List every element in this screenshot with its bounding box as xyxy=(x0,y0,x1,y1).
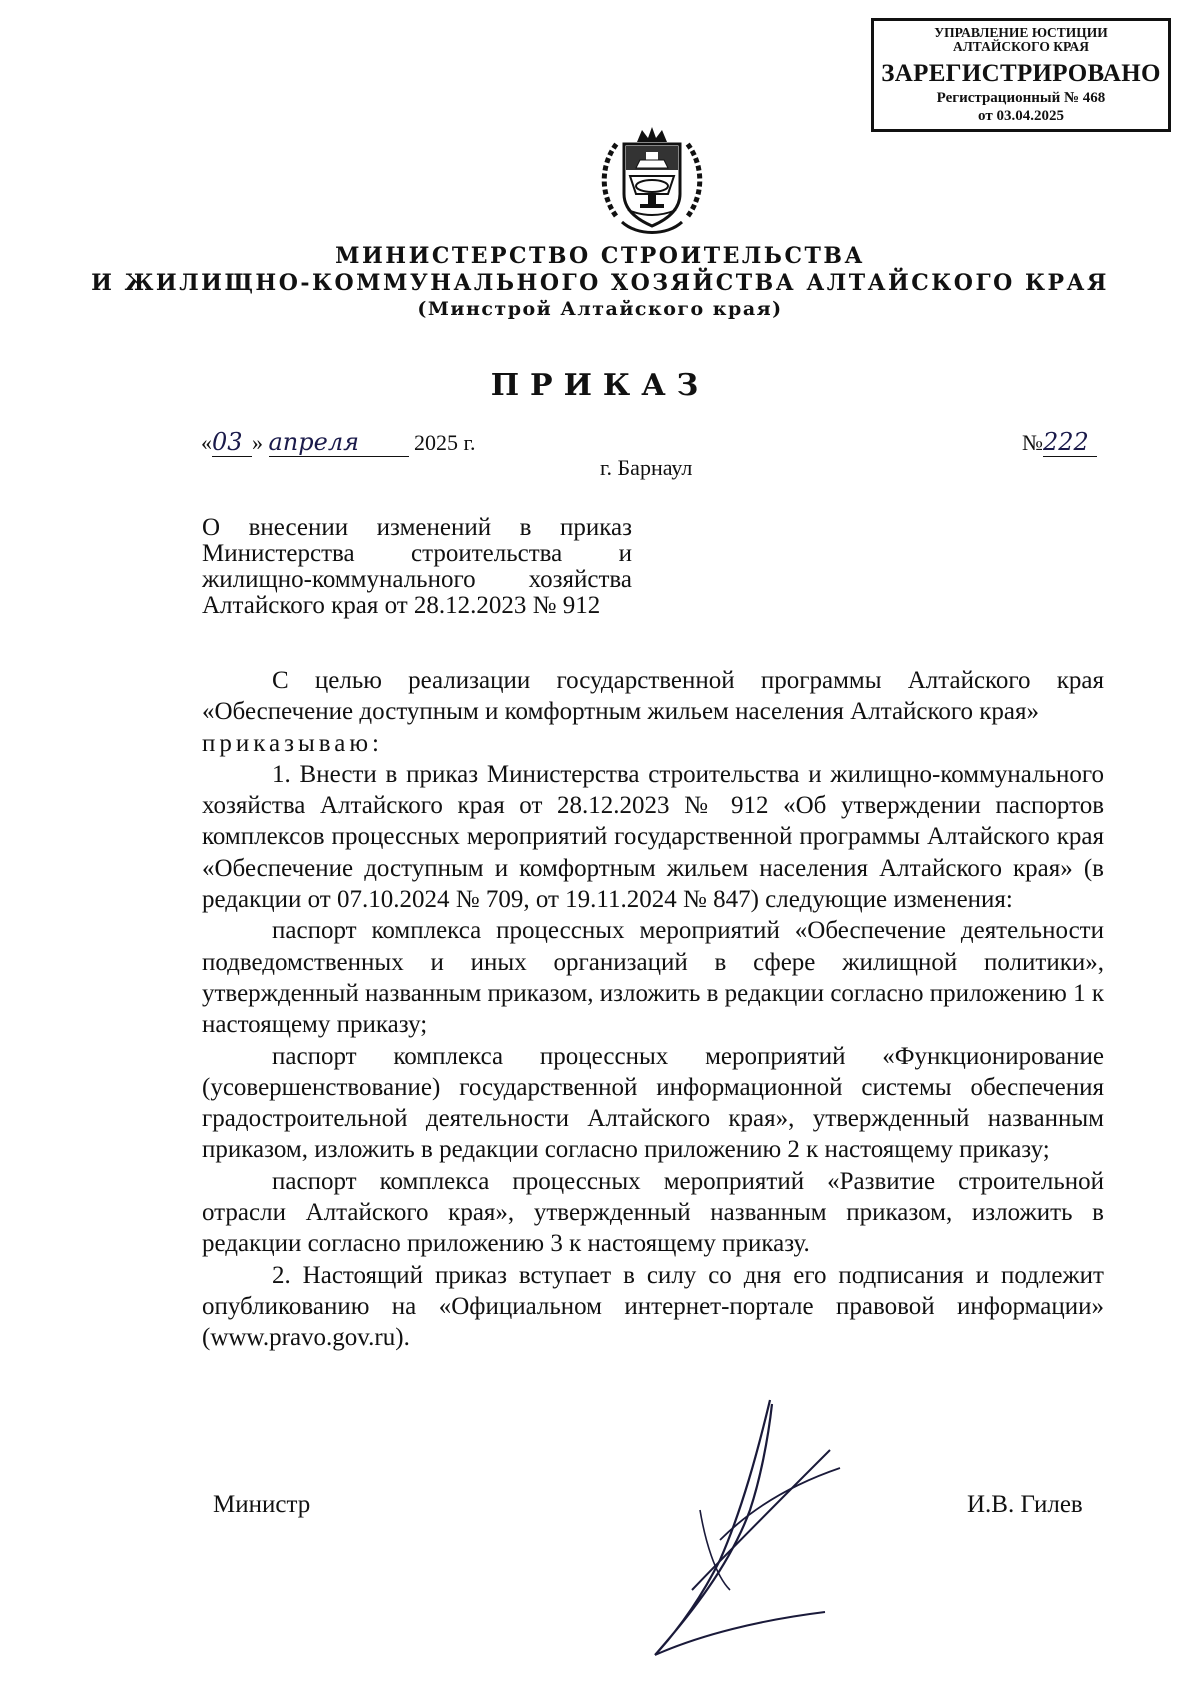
city: г. Барнаул xyxy=(600,455,693,480)
stamp-org-line1: УПРАВЛЕНИЕ ЮСТИЦИИ xyxy=(934,25,1108,40)
document-title: ПРИКАЗ xyxy=(490,368,710,403)
number-prefix: № xyxy=(1022,430,1043,455)
stamp-reg-date: от 03.04.2025 xyxy=(978,108,1064,124)
date-month: апреля xyxy=(268,428,360,456)
body-item-2: 2. Настоящий приказ вступает в силу со дня его подписания и подлежит опубликованию на «Официальном интернет-портале правовой информации» (www.pravo.gov.ru). xyxy=(202,1261,1104,1352)
altai-krai-coat-of-arms-icon xyxy=(592,124,712,248)
document-body xyxy=(202,665,1104,1354)
signatory-position: Министр xyxy=(213,1491,311,1518)
stamp-reg-number: Регистрационный № 468 xyxy=(936,90,1106,106)
handwritten-signature-icon xyxy=(630,1390,870,1670)
subject-line: О внесении изменений в приказ xyxy=(202,514,632,541)
body-order-word: приказываю: xyxy=(202,729,383,757)
body-item-1a: паспорт комплекса процессных мероприятий «Обеспечение деятельности подведомственных и иных организаций в сфере жилищной политики», утвержденный названным приказом, изложить в редакции согласно приложению 1 к настоящему приказу; xyxy=(202,917,1104,1039)
document-subject xyxy=(202,515,632,619)
date-day: 03 xyxy=(212,428,243,456)
subject-line: Алтайского края от 28.12.2023 № 912 xyxy=(202,592,601,619)
stamp-status: ЗАРЕГИСТРИРОВАНО xyxy=(881,60,1161,87)
number-value: 222 xyxy=(1043,428,1089,456)
date-close-quote: » xyxy=(252,430,263,455)
subject-line: жилищно-коммунального хозяйства xyxy=(202,566,632,593)
signatory-name: И.В. Гилев xyxy=(967,1491,1083,1518)
date-year: 2025 г. xyxy=(414,430,476,455)
subject-line: Министерства строительства и xyxy=(202,540,632,567)
document-number xyxy=(1022,428,1097,457)
ministry-name-line2: И ЖИЛИЩНО-КОММУНАЛЬНОГО ХОЗЯЙСТВА АЛТАЙСКОГО КРАЯ xyxy=(91,270,1109,296)
ministry-name-line1: МИНИСТЕРСТВО СТРОИТЕЛЬСТВА xyxy=(335,243,865,269)
body-item-1: 1. Внести в приказ Министерства строительства и жилищно-коммунального хозяйства Алтайского края от 28.12.2023 № 912 «Об утверждении паспортов комплексов процессных мероприятий государственной программы Алтайского края «Обеспечение доступным и комфортным жильем населения Алтайского края» (в редакции от 07.10.2024 № 709, от 19.11.2024 № 847) следующие изменения: xyxy=(202,760,1104,914)
document-date xyxy=(201,428,476,457)
stamp-org-line2: АЛТАЙСКОГО КРАЯ xyxy=(952,39,1090,54)
body-item-1b: паспорт комплекса процессных мероприятий «Функционирование (усовершенствование) государственной информационной системы обеспечения градостроительной деятельности Алтайского края», утвержденный названным приказом, изложить в редакции согласно приложению 2 к настоящему приказу; xyxy=(202,1042,1104,1164)
registration-stamp xyxy=(871,18,1171,132)
ministry-short-name: (Минстрой Алтайского края) xyxy=(417,298,783,320)
body-item-1c: паспорт комплекса процессных мероприятий «Развитие строительной отрасли Алтайского края», утвержденный названным приказом, изложить в редакции согласно приложению 3 к настоящему приказу. xyxy=(202,1167,1104,1258)
body-intro: С целью реализации государственной программы Алтайского края «Обеспечение доступным и комфортным жильем населения Алтайского края» xyxy=(202,667,1104,726)
date-open-quote: « xyxy=(201,430,212,455)
